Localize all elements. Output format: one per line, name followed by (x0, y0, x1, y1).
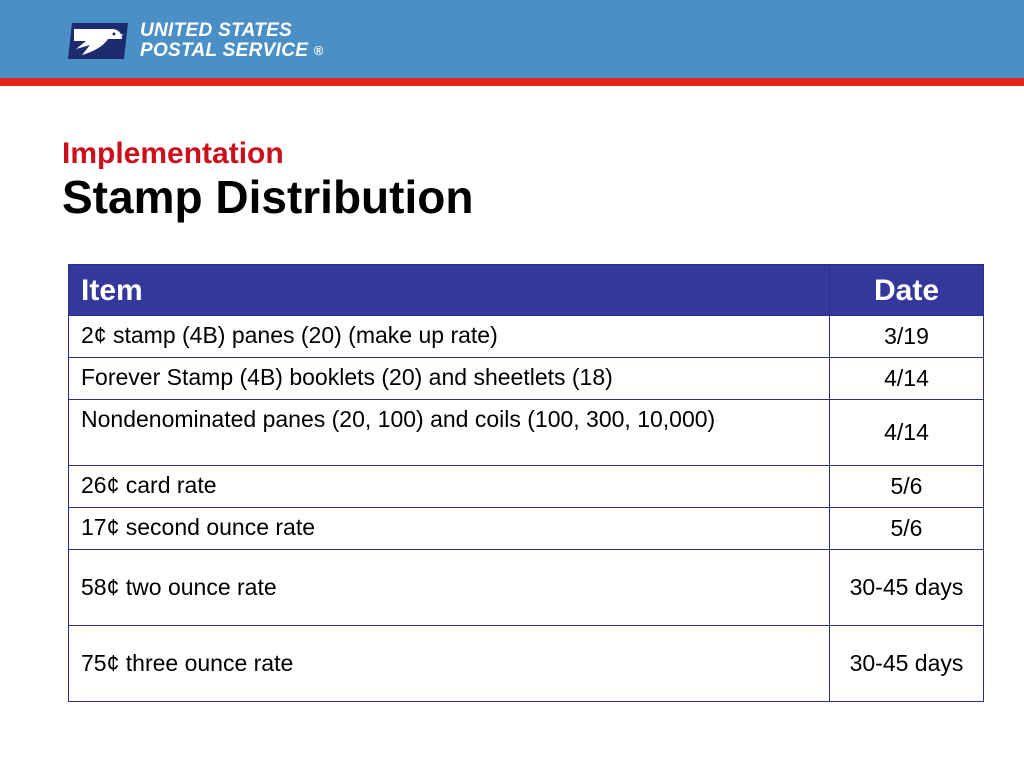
item-cell: Nondenominated panes (20, 100) and coils (100, 300, 10,000) (69, 400, 830, 466)
stamp-distribution-table (68, 264, 984, 702)
column-header-date: Date (830, 265, 984, 316)
date-cell: 4/14 (830, 358, 984, 400)
table-row (69, 550, 984, 626)
item-cell: Forever Stamp (4B) booklets (20) and sheetlets (18) (69, 358, 830, 400)
registered-mark: ® (313, 43, 324, 58)
date-cell: 3/19 (830, 316, 984, 358)
logo-line-1: UNITED STATES (140, 20, 293, 41)
usps-logo (68, 18, 324, 64)
eagle-head-icon (68, 19, 130, 63)
item-cell: 75¢ three ounce rate (69, 626, 830, 702)
date-cell: 4/14 (830, 400, 984, 466)
logo-text (140, 21, 324, 61)
date-cell: 30-45 days (830, 626, 984, 702)
table-row (69, 466, 984, 508)
item-cell: 26¢ card rate (69, 466, 830, 508)
table-row (69, 358, 984, 400)
table-row (69, 316, 984, 358)
item-cell: 2¢ stamp (4B) panes (20) (make up rate) (69, 316, 830, 358)
table-row (69, 508, 984, 550)
slide-title: Stamp Distribution (62, 171, 474, 223)
logo-line-2: POSTAL SERVICE (140, 40, 309, 61)
slide-kicker: Implementation (62, 137, 284, 170)
item-cell: 58¢ two ounce rate (69, 550, 830, 626)
column-header-item: Item (69, 265, 830, 316)
table-row (69, 626, 984, 702)
date-cell: 5/6 (830, 508, 984, 550)
header-red-stripe (0, 78, 1024, 86)
table-row (69, 400, 984, 466)
item-cell: 17¢ second ounce rate (69, 508, 830, 550)
table-header-row (69, 265, 984, 316)
date-cell: 30-45 days (830, 550, 984, 626)
date-cell: 5/6 (830, 466, 984, 508)
